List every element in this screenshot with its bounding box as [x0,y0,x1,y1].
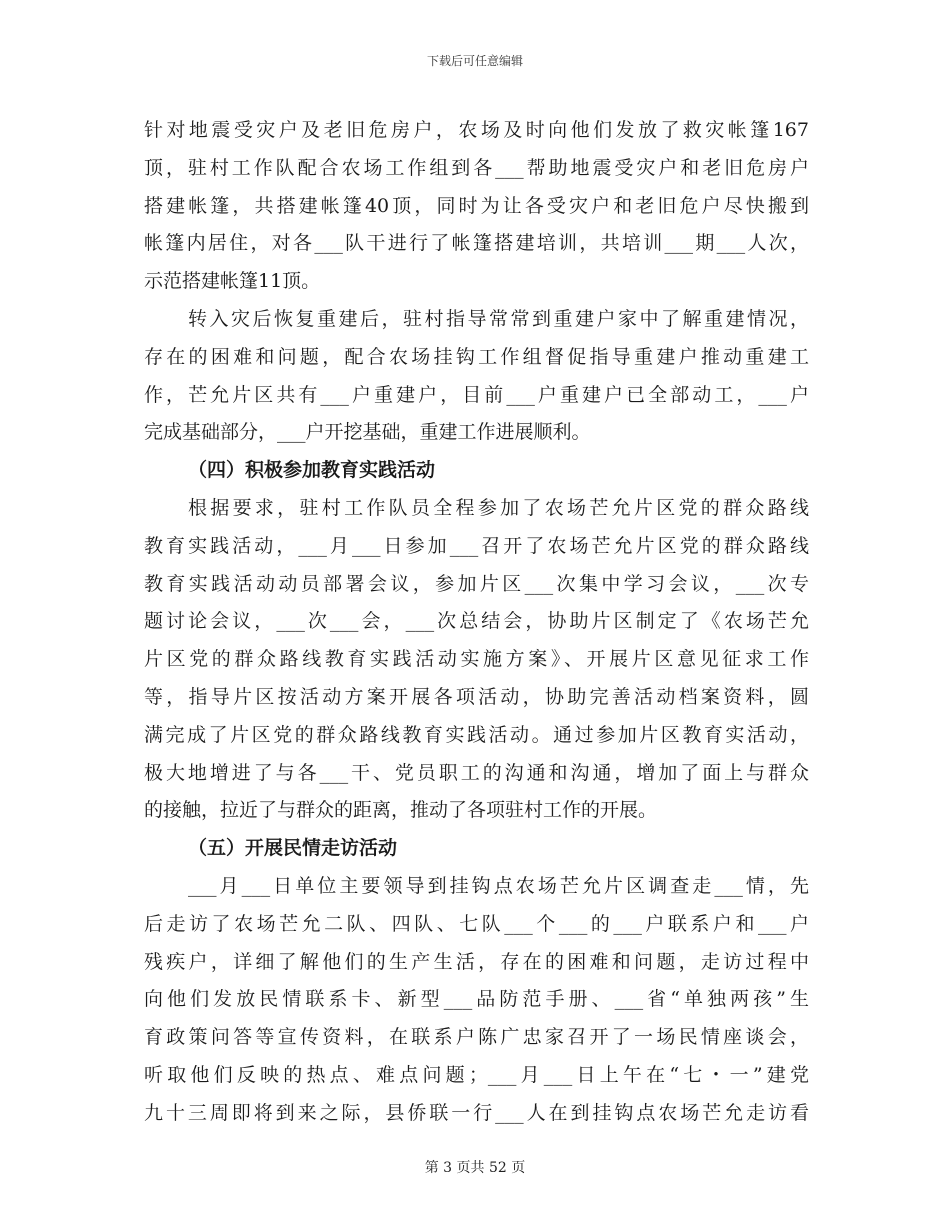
text-line: 育政策问答等宣传资料，在联系户陈广忠家召开了一场民情座谈会， [144,1026,809,1049]
paragraph [144,112,809,301]
page-header: 下载后可任意编辑 [426,54,523,68]
text-line: 完成基础部分，___户开挖基础，重建工作进展顺利。 [144,421,591,444]
paragraph [144,490,809,830]
section-heading: （四）积极参加教育实践活动 [188,459,436,482]
text-line: 存在的困难和问题，配合农场挂钩工作组督促指导重建户推动重建工 [144,345,809,368]
text-line: 的接触，拉近了与群众的距离，推动了各项驻村工作的开展。 [144,799,658,822]
text-line: 针对地震受灾户及老旧危房户，农场及时向他们发放了救灾帐篷167 [144,119,809,141]
text-line: 作，芒允片区共有___户重建户，目前___户重建户已全部动工，___户 [144,383,809,406]
paragraph [144,301,809,452]
text-line: 后走访了农场芒允二队、四队、七队___个___的___户联系户和___户 [144,912,809,935]
text-line: 满完成了片区党的群众路线教育实践活动。通过参加片区教育实活动， [144,723,809,746]
text-line: 片区党的群众路线教育实践活动实施方案》、开展片区意见征求工作 [144,648,809,671]
text-line: 教育实践活动动员部署会议，参加片区___次集中学习会议，___次专 [144,572,809,595]
text-line: 向他们发放民情联系卡、新型___品防范手册、___省“单独两孩”生 [144,988,809,1011]
text-line: ___月___日单位主要领导到挂钩点农场芒允片区调查走___情，先 [188,874,809,897]
text-line: 转入灾后恢复重建后，驻村指导常常到重建户家中了解重建情况， [188,307,809,330]
text-line: 搭建帐篷，共搭建帐篷40顶，同时为让各受灾户和老旧危户尽快搬到 [144,194,809,217]
text-line: 帐篷内居住，对各___队干进行了帐篷搭建培训，共培训___期___人次， [144,232,809,255]
text-line: 教育实践活动，___月___日参加___召开了农场芒允片区党的群众路线 [144,534,809,557]
document-body [144,112,809,1133]
text-line: 题讨论会议，___次___会，___次总结会，协助片区制定了《农场芒允 [144,610,809,633]
text-line: 九十三周即将到来之际，县侨联一行___人在到挂钩点农场芒允走访看 [144,1101,809,1124]
text-line: 极大地增进了与各___干、党员职工的沟通和沟通，增加了面上与群众 [144,761,809,784]
text-line: 根据要求，驻村工作队员全程参加了农场芒允片区党的群众路线 [188,496,809,519]
text-line: 等，指导片区按活动方案开展各项活动，协助完善活动档案资料，圆 [144,685,809,708]
text-line: 顶，驻村工作队配合农场工作组到各___帮助地震受灾户和老旧危房户 [144,156,809,179]
text-line: 示范搭建帐篷11顶。 [144,270,321,293]
text-line: 残疾户，详细了解他们的生产生活，存在的困难和问题，走访过程中 [144,950,809,973]
page-footer: 第 3 页共 52 页 [424,1160,526,1176]
paragraph [144,868,809,1133]
text-line: 听取他们反映的热点、难点问题；___月___日上午在“七・一”建党 [144,1063,809,1086]
section-heading: （五）开展民情走访活动 [188,837,398,860]
